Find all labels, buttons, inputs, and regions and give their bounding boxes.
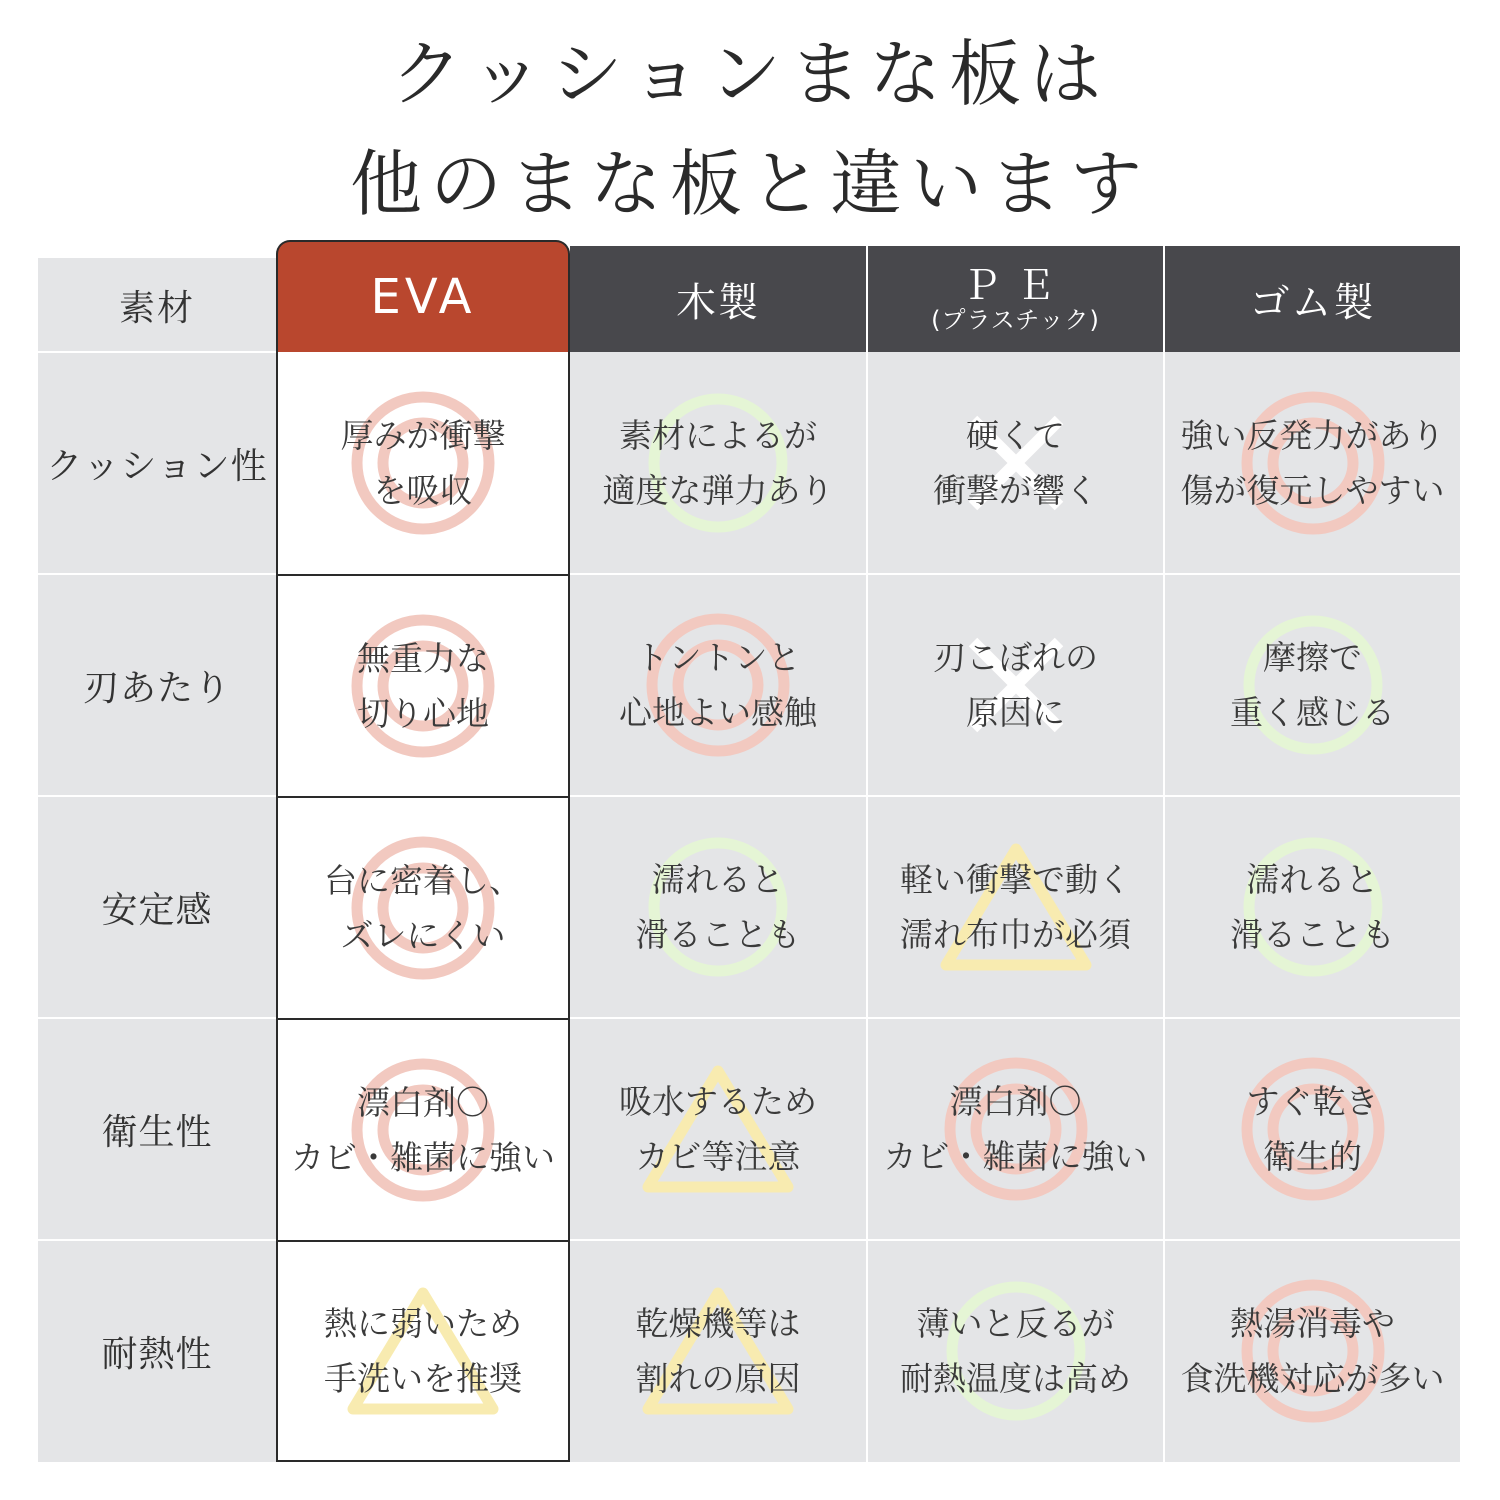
row-divider <box>38 1239 276 1241</box>
cell-text-line: 熱に弱いため <box>324 1304 522 1343</box>
cell-pe <box>868 796 1163 1018</box>
cell-text <box>900 1296 1131 1406</box>
cell-text-line: 漂白剤〇 <box>357 1083 489 1122</box>
header-rubber: ゴム製 <box>1165 246 1460 352</box>
row-label: 衛生性 <box>38 1018 276 1240</box>
header-wood: 木製 <box>570 246 866 352</box>
cell-text-line: 食洗機対応が多い <box>1180 1359 1445 1398</box>
cell-wood <box>570 1018 866 1240</box>
cell-wood <box>570 352 866 574</box>
cell-eva <box>276 1018 570 1240</box>
row-divider <box>570 573 1460 575</box>
cell-text <box>636 1296 801 1406</box>
cell-text-line: 摩擦で <box>1263 638 1362 677</box>
row-label: クッション性 <box>38 352 276 574</box>
cell-text-line: カビ等注意 <box>635 1137 801 1176</box>
header-material-label: 素材 <box>38 258 276 352</box>
cell-pe <box>868 1240 1163 1462</box>
row-divider <box>570 1239 1460 1241</box>
cell-text-line: 滑ることも <box>635 915 801 954</box>
cell-text <box>933 408 1098 518</box>
header-pe <box>868 246 1163 352</box>
cell-text-line: 熱湯消毒や <box>1230 1304 1395 1343</box>
cell-eva <box>276 352 570 574</box>
page-title-line-2: 他のまな板と違います <box>349 142 1150 226</box>
cell-rubber <box>1165 574 1460 796</box>
cell-text <box>1230 852 1395 962</box>
cell-text-line: 素材によるが <box>619 416 817 455</box>
cell-text <box>884 1074 1148 1184</box>
cell-text-line: 手洗いを推奨 <box>324 1359 522 1398</box>
row-divider <box>570 1017 1460 1019</box>
cell-text-line: 適度な弾力あり <box>602 471 834 510</box>
cell-text-line: 無重力な <box>357 639 489 678</box>
cell-text-line: 重く感じる <box>1230 693 1395 732</box>
cell-text <box>1181 1296 1445 1406</box>
row-label: 耐熱性 <box>38 1240 276 1462</box>
cell-text <box>603 408 834 518</box>
cell-text-line: 乾燥機等は <box>635 1304 801 1343</box>
row-label: 刃あたり <box>38 574 276 796</box>
cell-text-line: トントンと <box>635 638 801 677</box>
header-pe-sub: (プラスチック) <box>931 306 1100 334</box>
cell-text <box>1247 1074 1379 1184</box>
header-eva: EVA <box>276 240 570 352</box>
header-pe-main: ＰＥ <box>961 263 1070 309</box>
cell-text-line: 刃こぼれの <box>933 638 1098 677</box>
cell-text-line: 吸水するため <box>619 1082 817 1121</box>
cell-pe <box>868 1018 1163 1240</box>
cell-eva <box>276 796 570 1018</box>
cell-text-line: 切り心地 <box>357 694 489 733</box>
cell-text-line: 濡れると <box>1246 860 1379 899</box>
cell-text <box>933 630 1098 740</box>
cell-text-line: カビ・雑菌に強い <box>883 1137 1148 1176</box>
cell-text-line: 漂白剤〇 <box>949 1082 1082 1121</box>
cell-text-line: カビ・雑菌に強い <box>291 1138 555 1177</box>
cell-text-line: 原因に <box>966 693 1065 732</box>
cell-text-line: 衝撃が響く <box>933 471 1098 510</box>
cell-text-line: 強い反発力があり <box>1180 416 1445 455</box>
cell-text <box>1230 630 1395 740</box>
cell-text-line: 厚みが衝撃 <box>340 416 506 455</box>
cell-pe <box>868 352 1163 574</box>
cell-text-line: 濡れ布巾が必須 <box>900 915 1131 954</box>
cell-text <box>636 852 801 962</box>
cell-text-line: 割れの原因 <box>635 1359 801 1398</box>
cell-text-line: 濡れると <box>652 860 784 899</box>
cell-text-line: 心地よい感触 <box>619 693 817 732</box>
cell-wood <box>570 574 866 796</box>
cell-rubber <box>1165 796 1460 1018</box>
cell-eva <box>276 574 570 796</box>
cell-text-line: すぐ乾き <box>1246 1082 1379 1121</box>
row-divider <box>38 1017 276 1019</box>
cell-text <box>619 630 817 740</box>
comparison-table <box>38 240 1460 1462</box>
cell-text <box>341 408 506 518</box>
cell-text-line: 軽い衝撃で動く <box>900 860 1131 899</box>
cell-text-line: 滑ることも <box>1230 915 1395 954</box>
cell-rubber <box>1165 352 1460 574</box>
row-label: 安定感 <box>38 796 276 1018</box>
cell-rubber <box>1165 1018 1460 1240</box>
cell-text-line: 薄いと反るが <box>916 1304 1115 1343</box>
cell-text-line: ズレにくい <box>340 916 506 955</box>
cell-wood <box>570 1240 866 1462</box>
cell-text <box>324 1296 522 1406</box>
cell-text-line: 傷が復元しやすい <box>1180 471 1445 510</box>
page-title-line-1: クッションまな板は <box>390 32 1110 116</box>
row-divider <box>570 795 1460 797</box>
row-divider <box>38 573 276 575</box>
cell-wood <box>570 796 866 1018</box>
cell-eva <box>276 1240 570 1462</box>
cell-text <box>619 1074 817 1184</box>
header-divider <box>38 351 276 353</box>
cell-text <box>357 631 489 741</box>
cell-text <box>324 853 522 963</box>
cell-text <box>1181 408 1445 518</box>
row-divider <box>38 795 276 797</box>
cell-text-line: 硬くて <box>966 416 1065 455</box>
cell-text <box>900 852 1131 962</box>
cell-text-line: 台に密着し、 <box>324 861 522 900</box>
cell-pe <box>868 574 1163 796</box>
cell-text-line: を吸収 <box>373 471 473 510</box>
cell-text-line: 衛生的 <box>1263 1137 1362 1176</box>
cell-text-line: 耐熱温度は高め <box>900 1359 1131 1398</box>
cell-text <box>291 1075 555 1185</box>
cell-rubber <box>1165 1240 1460 1462</box>
